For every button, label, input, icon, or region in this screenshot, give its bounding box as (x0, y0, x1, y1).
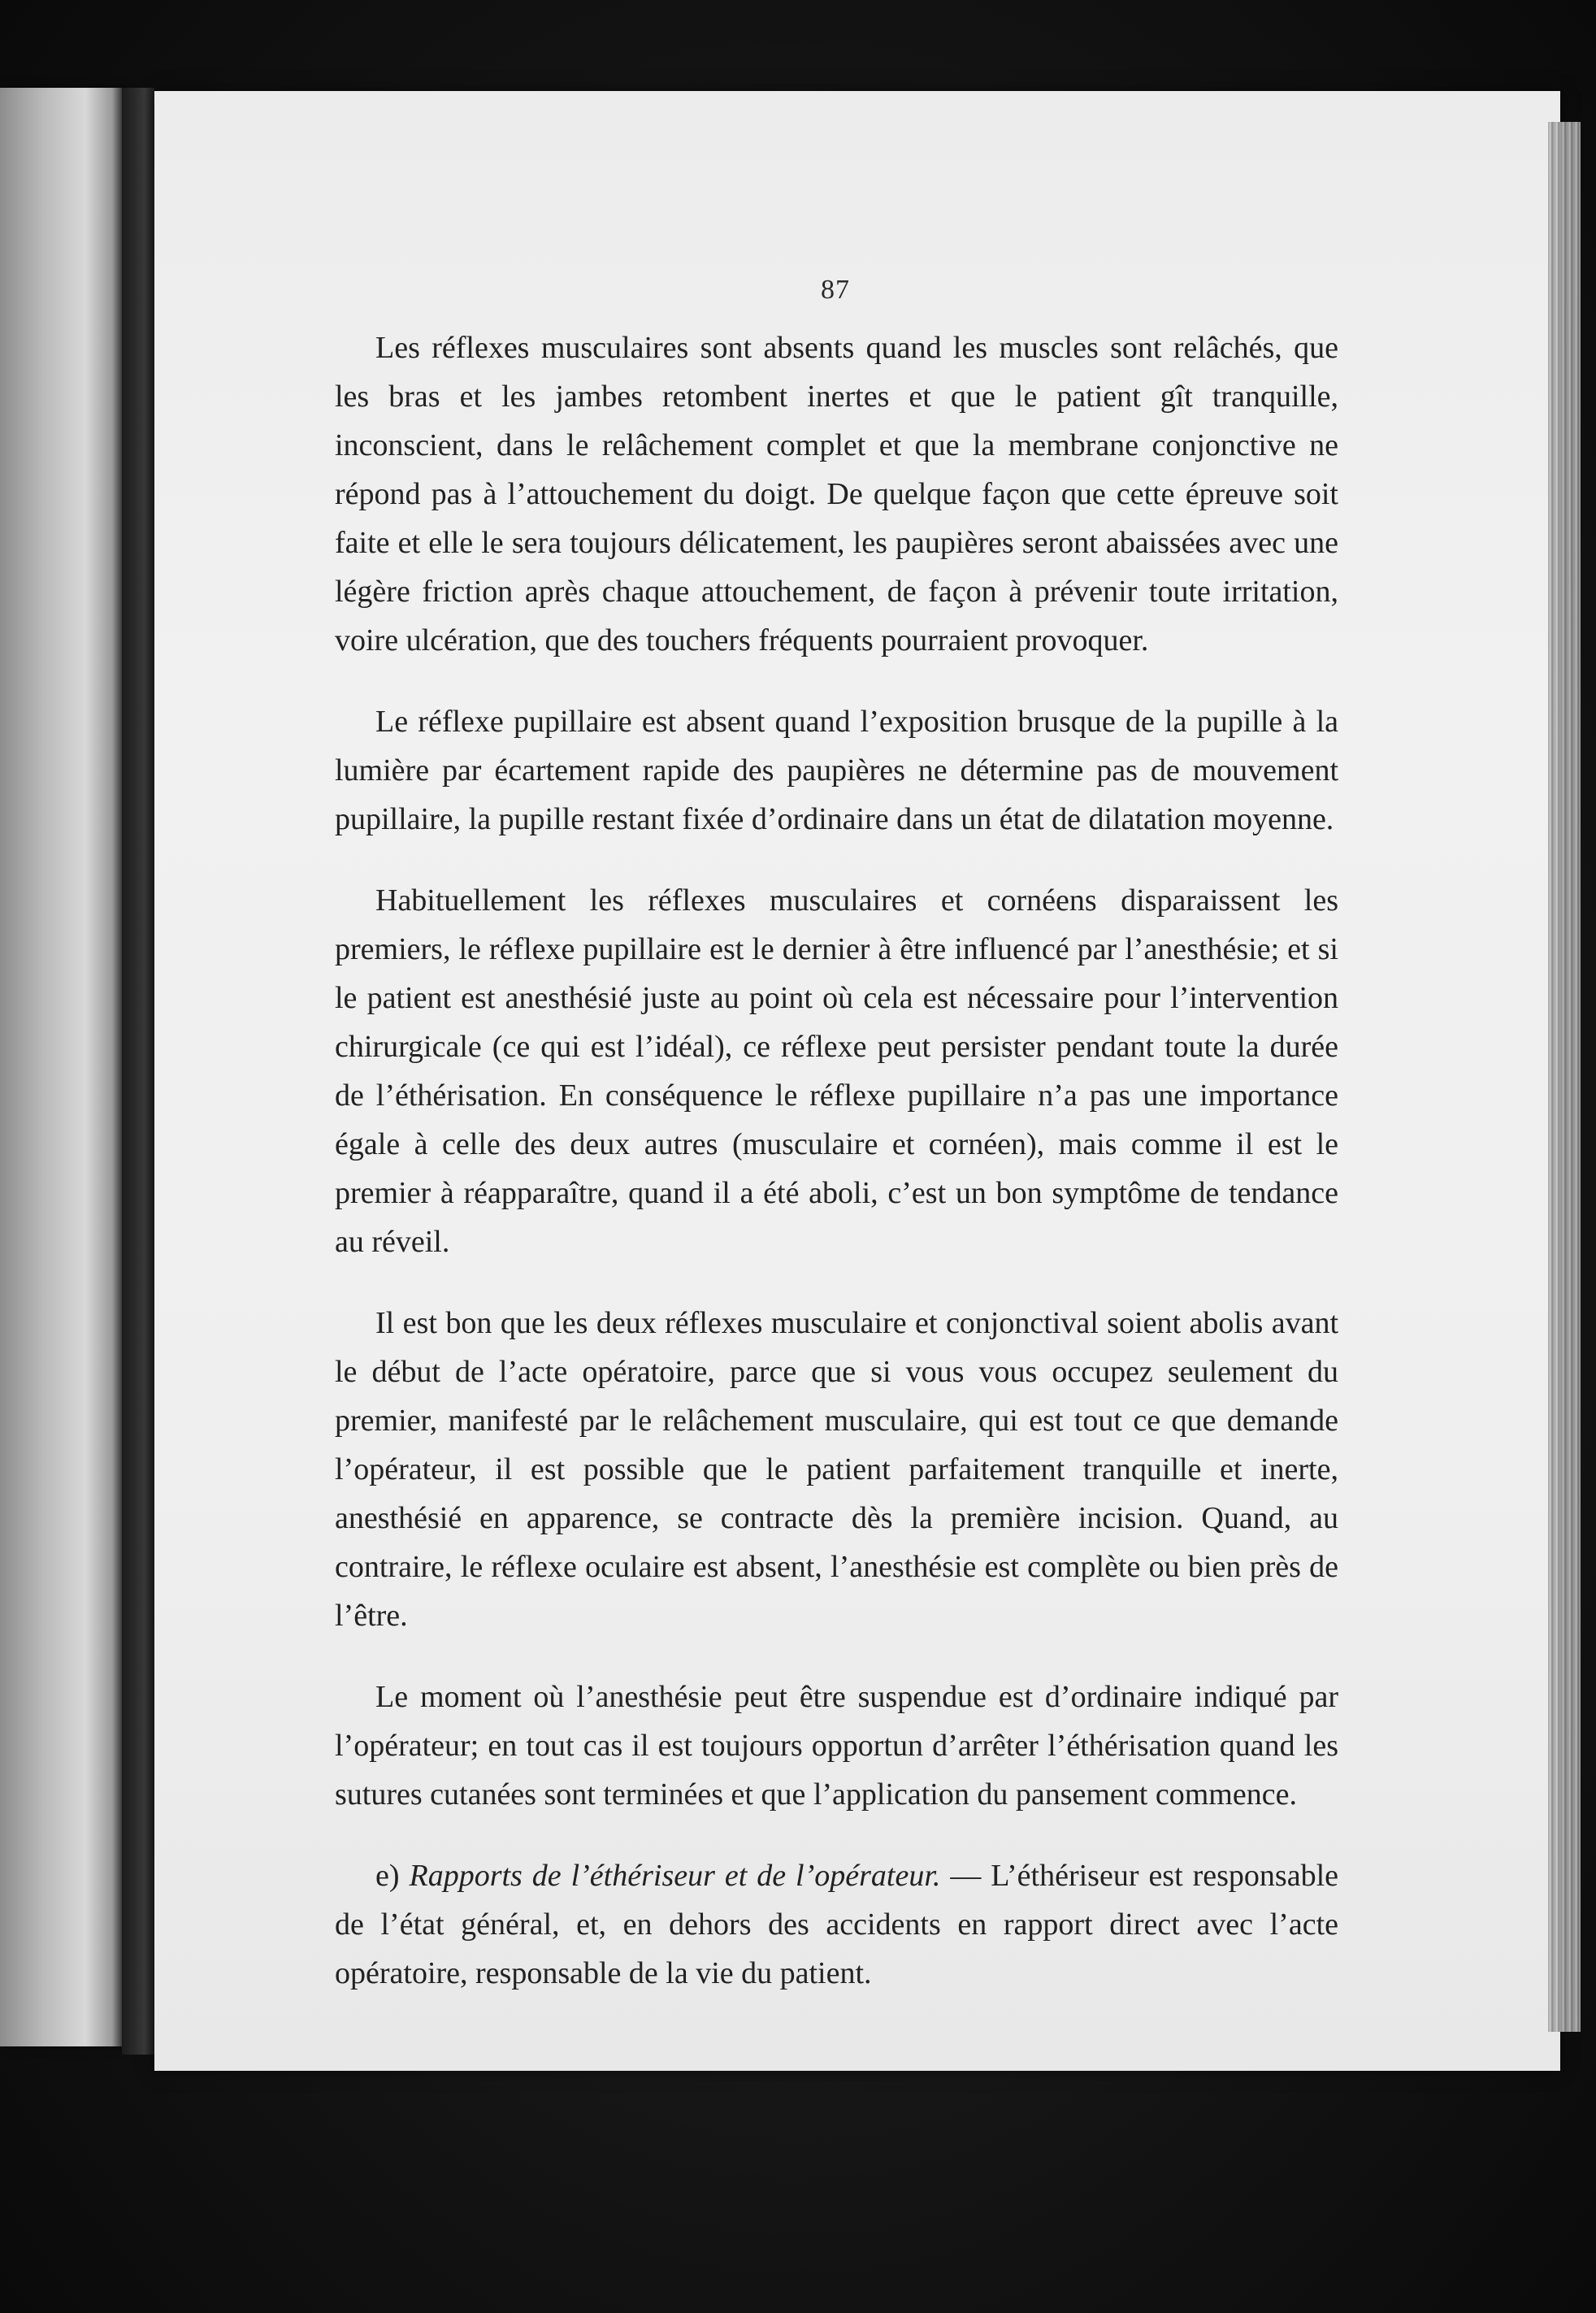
paragraph-reflexe-pupillaire: Le réflexe pupillaire est absent quand l’exposition brusque de la pupille à la lumière par écartement rapide des paupières ne détermine pas de mouvement pupillaire, la pupille restant fixée d’ordinaire dans un état de dilatation moyenne. (335, 705, 1338, 836)
page-number: 87 (821, 275, 850, 305)
section-text: — L’éthériseur est responsable de l’état général, et, en dehors des accidents en rapport direct avec l’acte opératoire, responsable de la vie du patient. (335, 1859, 1338, 1990)
page-body (335, 323, 1338, 2030)
section-prefix: e) (375, 1859, 410, 1893)
paragraph-rapports (335, 1851, 1338, 1998)
page-stack-edge (1548, 122, 1581, 2032)
paragraph-le-moment: Le moment où l’anesthésie peut être suspendue est d’ordinaire indiqué par l’opérateur; en tout cas il est toujours opportun d’arrêter l’éthérisation quand les sutures cutanées sont terminées et que l’application du pansement commence. (335, 1680, 1338, 1812)
paragraph-habituellement: Habituellement les réflexes musculaires et cornéens disparaissent les premiers, le réflexe pupillaire est le dernier à être influencé par l’anesthésie; et si le patient est anesthésié juste au point où cela est nécessaire pour l’intervention chirurgicale (ce qui est l’idéal), ce réflexe peut persister pendant toute la durée de l’éthérisation. En conséquence le réflexe pupillaire n’a pas une importance égale à celle des deux autres (musculaire et cornéen), mais comme il est le premier à réapparaître, quand il a été aboli, c’est un bon symptôme de tendance au réveil. (335, 883, 1338, 1259)
previous-page-edge (0, 88, 122, 2046)
paragraph-il-est-bon: Il est bon que les deux réflexes musculaire et conjonctival soient abolis avant le début de l’acte opératoire, parce que si vous vous occupez seulement du premier, manifesté par le relâchement musculaire, qui est tout ce que demande l’opérateur, il est possible que le patient parfaitement tranquille et inerte, anesthésié en apparence, se contracte dès la première incision. Quand, au contraire, le réflexe oculaire est absent, l’anesthésie est complète ou bien près de l’être. (335, 1306, 1338, 1633)
section-title: Rapports de l’éthériseur et de l’opérateur. (409, 1859, 941, 1893)
book-spine-shadow (122, 88, 154, 2055)
paragraph-reflexes-musculaires: Les réflexes musculaires sont absents quand les muscles sont relâchés, que les bras et les jambes retombent inertes et que le patient gît tranquille, inconscient, dans le relâchement complet et que la membrane conjonctive ne répond pas à l’attouchement du doigt. De quelque façon que cette épreuve soit faite et elle le sera toujours délicatement, les paupières seront abaissées avec une légère friction après chaque attouchement, de façon à prévenir toute irritation, voire ulcération, que des touchers fréquents pourraient provoquer. (335, 331, 1338, 657)
